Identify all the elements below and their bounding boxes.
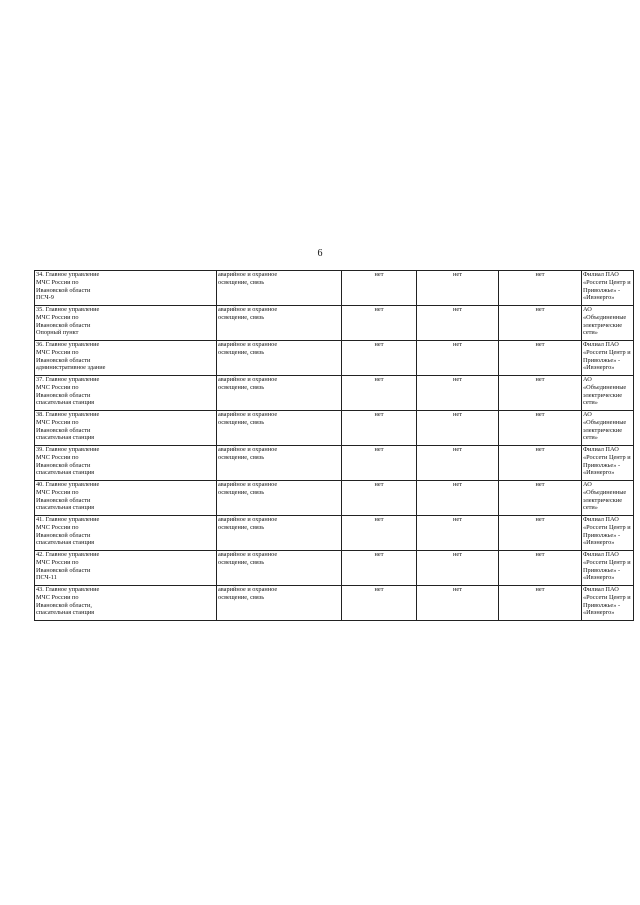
supplier-cell [582,551,634,586]
status-cell: нет [417,376,499,411]
supplier-cell-line: «Россети Центр и [583,523,631,531]
supplier-cell-line: Приволжье» - [583,286,621,294]
table-row [35,516,634,551]
table-row [35,411,634,446]
status-cell: нет [417,446,499,481]
status-cell: нет [417,551,499,586]
supplier-cell-line: Филиал ПАО [583,586,619,593]
table-row [35,446,634,481]
consumer-cell-line: Ивановской области [36,286,91,294]
load-type-cell-line: освещение, связь [218,383,265,391]
load-type-cell-line: освещение, связь [218,348,265,356]
consumer-cell-line: МЧС России по [36,523,79,531]
consumer-cell [35,586,217,621]
table-row [35,376,634,411]
supplier-cell [582,586,634,621]
load-type-cell [217,376,342,411]
consumer-cell-line: Ивановской области [36,321,91,329]
consumer-cell [35,481,217,516]
supplier-cell-line: Приволжье» - [583,601,621,609]
consumer-cell-line: 36. Главное управление [36,341,100,348]
consumer-cell-line: 35. Главное управление [36,306,100,313]
consumer-cell-line: Ивановской области, [36,601,92,609]
status-cell: нет [417,271,499,306]
supplier-cell-line: АО [583,411,592,418]
consumer-cell-line: 34. Главное управление [36,271,100,278]
consumer-cell-line: Ивановской области [36,356,91,364]
load-type-cell [217,481,342,516]
supplier-cell-line: Филиал ПАО [583,341,619,348]
status-cell: нет [342,411,417,446]
status-cell: нет [342,516,417,551]
load-type-cell-line: аварийное и охранное [218,306,278,313]
table-row [35,306,634,341]
load-type-cell-line: аварийное и охранное [218,411,278,418]
load-type-cell-line: освещение, связь [218,593,265,601]
supplier-cell-line: «Ивэнерго» [583,539,615,547]
load-type-cell-line: освещение, связь [218,488,265,496]
status-cell: нет [499,306,582,341]
supplier-cell-line: сети» [583,434,598,442]
load-type-cell [217,446,342,481]
consumer-cell-line: Ивановской области [36,461,91,469]
supplier-cell-line: «Ивэнерго» [583,469,615,477]
supplier-cell-line: «Россети Центр и [583,593,631,601]
consumer-cell-line: 41. Главное управление [36,516,100,523]
table-row [35,551,634,586]
consumer-cell-line: Ивановской области [36,496,91,504]
supplier-cell-line: Филиал ПАО [583,446,619,453]
table-row [35,586,634,621]
load-type-cell-line: аварийное и охранное [218,271,278,278]
supplier-cell-line: Филиал ПАО [583,551,619,558]
status-cell: нет [342,586,417,621]
status-cell: нет [499,481,582,516]
status-cell: нет [499,446,582,481]
supplier-cell-line: сети» [583,504,598,512]
consumer-cell-line: МЧС России по [36,558,79,566]
consumer-cell-line: спасательная станция [36,399,95,407]
status-cell: нет [342,341,417,376]
supplier-cell-line: «Ивэнерго» [583,294,615,302]
status-cell: нет [499,551,582,586]
consumer-cell [35,446,217,481]
load-type-cell-line: освещение, связь [218,558,265,566]
supplier-cell-line: сети» [583,329,598,337]
consumer-cell-line: 39. Главное управление [36,446,100,453]
consumer-cell-line: 43. Главное управление [36,586,100,593]
supplier-cell-line: «Россети Центр и [583,558,631,566]
load-type-cell [217,271,342,306]
status-cell: нет [499,341,582,376]
consumer-cell-line: МЧС России по [36,488,79,496]
status-cell: нет [499,271,582,306]
load-type-cell [217,411,342,446]
status-cell: нет [342,481,417,516]
supplier-cell-line: «Россети Центр и [583,453,631,461]
load-type-cell [217,516,342,551]
status-cell: нет [499,376,582,411]
load-type-cell [217,341,342,376]
consumer-cell [35,306,217,341]
table-body [35,271,634,621]
consumer-cell [35,376,217,411]
supplier-cell-line: «Ивэнерго» [583,364,615,372]
status-cell: нет [499,586,582,621]
status-cell: нет [417,411,499,446]
supplier-cell-line: АО [583,376,592,383]
supplier-cell-line: электрические [583,426,622,434]
consumer-cell-line: спасательная станция [36,539,95,547]
load-type-cell-line: аварийное и охранное [218,586,278,593]
table-row [35,481,634,516]
consumer-cell-line: административное здание [36,364,106,372]
consumer-cell-line: 40. Главное управление [36,481,100,488]
supplier-cell-line: «Объединенные [583,418,627,426]
supplier-cell-line: «Объединенные [583,488,627,496]
consumer-cell-line: МЧС России по [36,418,79,426]
load-type-cell-line: аварийное и охранное [218,376,278,383]
load-type-cell-line: аварийное и охранное [218,341,278,348]
load-type-cell [217,551,342,586]
consumer-cell [35,516,217,551]
load-type-cell [217,586,342,621]
consumer-cell-line: спасательная станция [36,504,95,512]
supplier-cell-line: «Ивэнерго» [583,574,615,582]
load-type-cell-line: аварийное и охранное [218,481,278,488]
supplier-cell-line: «Объединенные [583,313,627,321]
consumer-cell-line: МЧС России по [36,383,79,391]
supplier-cell [582,376,634,411]
consumer-cell-line: 42. Главное управление [36,551,100,558]
supplier-cell-line: Приволжье» - [583,356,621,364]
consumer-cell-line: МЧС России по [36,453,79,461]
consumer-cell [35,341,217,376]
consumer-cell [35,411,217,446]
consumers-table [34,270,634,621]
status-cell: нет [342,551,417,586]
status-cell: нет [417,586,499,621]
consumer-cell-line: ПСЧ-9 [36,294,54,302]
consumer-cell [35,271,217,306]
supplier-cell-line: Филиал ПАО [583,271,619,278]
consumer-cell-line: спасательная станция [36,609,95,617]
consumer-cell-line: Опорный пункт [36,329,79,337]
supplier-cell-line: АО [583,306,592,313]
supplier-cell [582,271,634,306]
supplier-cell-line: «Ивэнерго» [583,609,615,617]
load-type-cell-line: аварийное и охранное [218,446,278,453]
supplier-cell [582,516,634,551]
status-cell: нет [499,411,582,446]
load-type-cell [217,306,342,341]
supplier-cell [582,341,634,376]
supplier-cell-line: электрические [583,391,622,399]
consumer-cell-line: Ивановской области [36,566,91,574]
load-type-cell-line: освещение, связь [218,453,265,461]
load-type-cell-line: освещение, связь [218,523,265,531]
consumer-cell-line: МЧС России по [36,348,79,356]
status-cell: нет [417,516,499,551]
status-cell: нет [342,376,417,411]
consumer-cell-line: спасательная станция [36,434,95,442]
supplier-cell-line: Приволжье» - [583,461,621,469]
supplier-cell-line: АО [583,481,592,488]
load-type-cell-line: аварийное и охранное [218,551,278,558]
page-number: 6 [317,248,323,259]
consumer-cell-line: Ивановской области [36,426,91,434]
supplier-cell-line: сети» [583,399,598,407]
load-type-cell-line: аварийное и охранное [218,516,278,523]
consumer-cell-line: 38. Главное управление [36,411,100,418]
consumer-cell-line: ПСЧ-11 [36,574,57,582]
consumer-cell-line: спасательная станция [36,469,95,477]
status-cell: нет [417,306,499,341]
supplier-cell [582,446,634,481]
status-cell: нет [417,481,499,516]
supplier-cell-line: «Объединенные [583,383,627,391]
supplier-cell-line: «Россети Центр и [583,278,631,286]
consumer-cell-line: МЧС России по [36,593,79,601]
supplier-cell [582,411,634,446]
consumer-cell-line: Ивановской области [36,531,91,539]
status-cell: нет [417,341,499,376]
consumer-cell-line: МЧС России по [36,278,79,286]
supplier-cell-line: Приволжье» - [583,566,621,574]
consumer-cell-line: МЧС России по [36,313,79,321]
status-cell: нет [342,271,417,306]
table-row [35,271,634,306]
supplier-cell-line: электрические [583,496,622,504]
status-cell: нет [342,306,417,341]
consumer-cell-line: 37. Главное управление [36,376,100,383]
supplier-cell-line: Приволжье» - [583,531,621,539]
load-type-cell-line: освещение, связь [218,418,265,426]
status-cell: нет [499,516,582,551]
table-row [35,341,634,376]
load-type-cell-line: освещение, связь [218,313,265,321]
supplier-cell-line: «Россети Центр и [583,348,631,356]
supplier-cell-line: Филиал ПАО [583,516,619,523]
consumer-cell-line: Ивановской области [36,391,91,399]
supplier-cell [582,306,634,341]
consumer-cell [35,551,217,586]
load-type-cell-line: освещение, связь [218,278,265,286]
supplier-cell [582,481,634,516]
supplier-cell-line: электрические [583,321,622,329]
status-cell: нет [342,446,417,481]
